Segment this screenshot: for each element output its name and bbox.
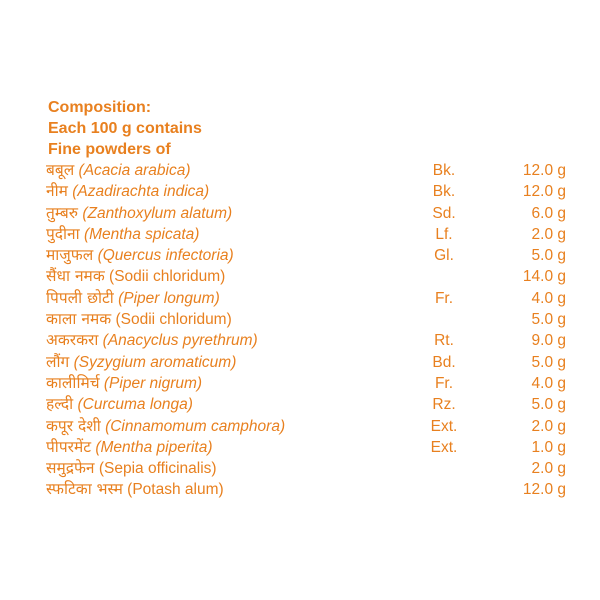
ingredient-part-used: Rz. — [432, 396, 456, 414]
ingredient-row — [46, 416, 566, 437]
ingredient-part-used: Bk. — [432, 162, 456, 179]
ingredient-name — [46, 330, 258, 351]
ingredient-name — [46, 203, 232, 224]
ingredient-hindi-name: कालीमिर्च — [46, 373, 100, 392]
ingredient-latin-name: (Mentha spicata) — [83, 225, 200, 243]
ingredient-hindi-name: लौंग — [46, 352, 70, 371]
ingredient-part-used: Gl. — [434, 247, 454, 265]
ingredient-quantity: 12.0 g — [522, 183, 566, 201]
ingredient-latin-name: (Cinnamomum camphora) — [105, 417, 286, 435]
ingredient-part-used: Ext. — [430, 417, 458, 435]
ingredient-quantity: 1.0 g — [531, 438, 566, 456]
ingredient-name — [46, 416, 285, 437]
ingredient-latin-name: (Piper nigrum) — [103, 374, 203, 392]
ingredient-hindi-name: हल्दी — [46, 395, 74, 414]
ingredient-row — [46, 245, 566, 266]
ingredient-row — [46, 203, 566, 224]
ingredient-row — [46, 458, 566, 479]
ingredient-row — [46, 394, 566, 415]
ingredient-part-used: Sd. — [432, 204, 456, 222]
ingredient-row — [46, 330, 566, 351]
ingredient-hindi-name: पिपली छोटी — [46, 288, 114, 307]
ingredient-latin-name: (Zanthoxylum alatum) — [82, 204, 233, 222]
ingredient-row — [46, 373, 566, 394]
ingredient-hindi-name: अकरकरा — [46, 331, 99, 350]
ingredient-row — [46, 479, 566, 500]
ingredient-quantity: 6.0 g — [531, 204, 566, 222]
ingredient-row — [46, 224, 566, 245]
ingredient-latin-name: (Sepia officinalis) — [98, 460, 217, 478]
ingredient-hindi-name: कपूर देशी — [46, 416, 101, 435]
ingredient-quantity: 2.0 g — [531, 225, 566, 243]
ingredient-row — [46, 309, 566, 330]
ingredient-quantity: 2.0 g — [531, 460, 566, 478]
ingredient-name — [46, 373, 202, 394]
ingredient-latin-name: (Sodii chloridum) — [109, 268, 226, 286]
ingredient-quantity: 5.0 g — [531, 311, 566, 329]
ingredient-list — [46, 160, 566, 501]
ingredient-row — [46, 266, 566, 287]
heading-title: Composition: — [48, 99, 152, 116]
ingredient-name — [46, 479, 224, 500]
ingredient-latin-name: (Syzygium aromaticum) — [73, 353, 237, 371]
ingredient-quantity: 9.0 g — [531, 332, 566, 350]
ingredient-latin-name: (Azadirachta indica) — [72, 183, 210, 201]
heading-per-quantity: Each 100 g contains — [48, 120, 202, 137]
ingredient-quantity: 5.0 g — [531, 396, 566, 414]
ingredient-name — [46, 181, 209, 202]
ingredient-latin-name: (Potash alum) — [127, 481, 224, 499]
composition-heading — [48, 97, 202, 160]
ingredient-name — [46, 245, 234, 266]
ingredient-latin-name: (Sodii chloridum) — [115, 311, 232, 329]
ingredient-quantity: 5.0 g — [531, 247, 566, 265]
ingredient-hindi-name: पीपरमेंट — [46, 437, 92, 456]
ingredient-quantity: 4.0 g — [531, 374, 566, 392]
ingredient-part-used: Bk. — [432, 183, 456, 201]
ingredient-latin-name: (Mentha piperita) — [95, 438, 213, 456]
ingredient-part-used: Rt. — [434, 332, 454, 350]
ingredient-name — [46, 266, 225, 287]
ingredient-quantity: 12.0 g — [522, 481, 566, 499]
ingredient-hindi-name: तुम्बरु — [46, 203, 78, 222]
ingredient-hindi-name: बबूल — [46, 161, 75, 179]
ingredient-latin-name: (Anacyclus pyrethrum) — [102, 332, 258, 350]
ingredient-hindi-name: समुद्रफेन — [46, 459, 95, 478]
ingredient-hindi-name: माजुफल — [46, 246, 94, 265]
ingredient-row — [46, 160, 566, 181]
ingredient-part-used: Fr. — [434, 289, 454, 307]
ingredient-part-used: Lf. — [435, 225, 453, 243]
ingredient-part-used: Fr. — [434, 374, 454, 392]
ingredient-row — [46, 352, 566, 373]
heading-fine-powders: Fine powders of — [48, 141, 171, 158]
ingredient-part-used: Bd. — [432, 353, 456, 371]
ingredient-hindi-name: सैंधा नमक — [46, 267, 105, 286]
ingredient-row — [46, 288, 566, 309]
ingredient-name — [46, 309, 232, 330]
ingredient-name — [46, 458, 217, 479]
ingredient-name — [46, 394, 193, 415]
ingredient-name — [46, 437, 213, 458]
ingredient-hindi-name: नीम — [46, 182, 68, 201]
ingredient-row — [46, 181, 566, 202]
ingredient-hindi-name: काला नमक — [46, 310, 112, 329]
ingredient-name — [46, 352, 236, 373]
ingredient-quantity: 5.0 g — [531, 353, 566, 371]
ingredient-quantity: 4.0 g — [531, 289, 566, 307]
ingredient-name — [46, 160, 191, 181]
ingredient-name — [46, 224, 199, 245]
ingredient-latin-name: (Piper longum) — [118, 289, 220, 307]
ingredient-latin-name: (Acacia arabica) — [78, 162, 191, 179]
ingredient-quantity: 2.0 g — [531, 417, 566, 435]
ingredient-quantity: 12.0 g — [522, 162, 566, 179]
ingredient-row — [46, 437, 566, 458]
ingredient-hindi-name: स्फटिका भस्म — [46, 480, 123, 499]
ingredient-latin-name: (Quercus infectoria) — [97, 247, 234, 265]
ingredient-hindi-name: पुदीना — [46, 224, 80, 243]
ingredient-name — [46, 288, 220, 309]
ingredient-part-used: Ext. — [430, 438, 458, 456]
ingredient-quantity: 14.0 g — [522, 268, 566, 286]
ingredient-latin-name: (Curcuma longa) — [77, 396, 193, 414]
